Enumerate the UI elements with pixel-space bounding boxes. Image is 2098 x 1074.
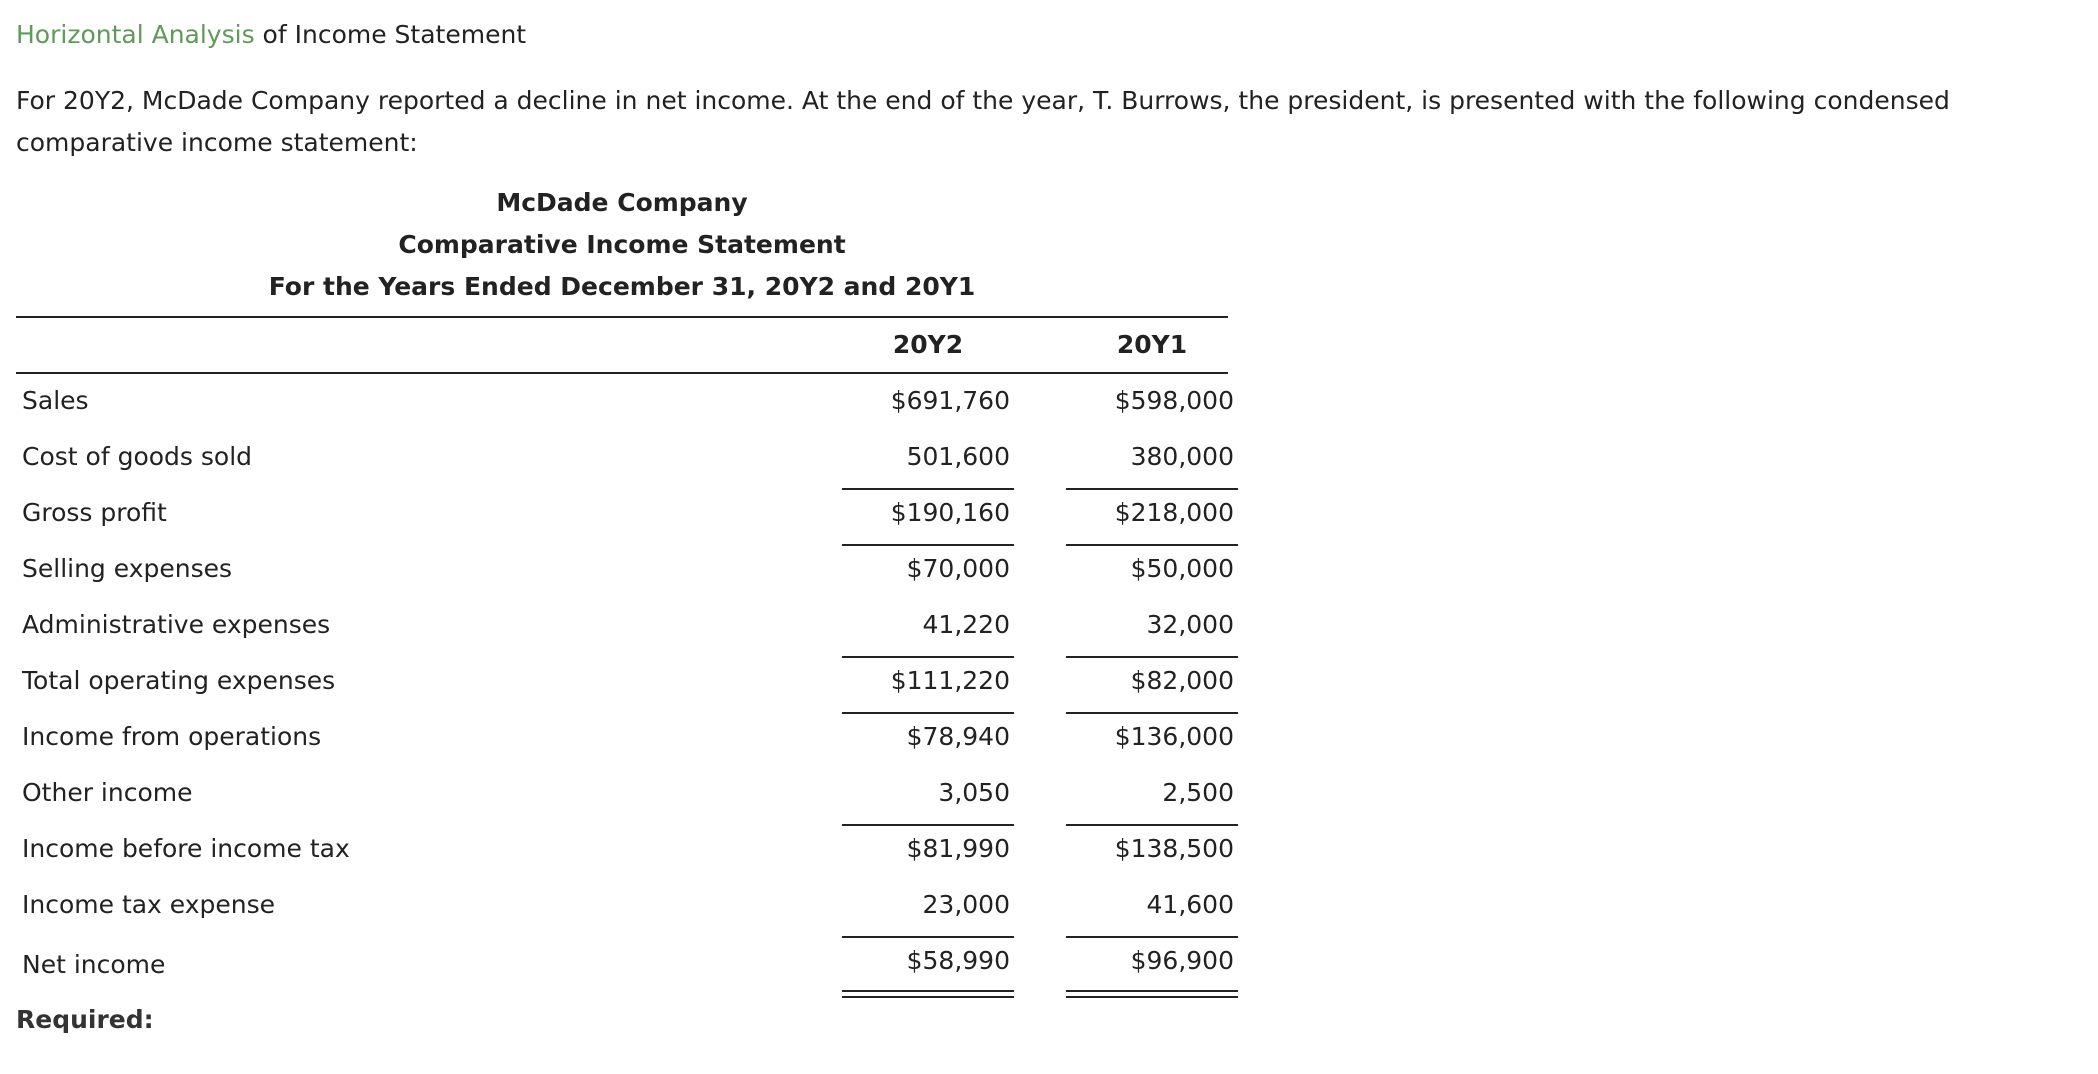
row-sales — [16, 378, 1234, 434]
amount-20y2: $190,160 — [890, 498, 1010, 527]
required-heading: Required: — [16, 1005, 154, 1034]
problem-title-rest: of Income Statement — [254, 20, 527, 49]
row-label: Selling expenses — [22, 554, 233, 583]
row-net-income — [16, 938, 1234, 994]
row-cost-of-goods-sold — [16, 434, 1234, 490]
amount-20y2: $81,990 — [906, 834, 1010, 863]
header-bottom-rule — [16, 372, 1228, 374]
row-label: Total operating expenses — [22, 666, 336, 695]
column-header-20y1: 20Y1 — [1116, 330, 1188, 359]
income-statement-table — [16, 378, 1234, 994]
horizontal-analysis-link[interactable]: Horizontal Analysis — [16, 20, 255, 49]
row-label: Income before income tax — [22, 834, 350, 863]
problem-title — [16, 20, 526, 49]
row-label: Sales — [22, 386, 89, 415]
amount-20y1: $82,000 — [1130, 666, 1234, 695]
row-income-before-income-tax — [16, 826, 1234, 882]
row-administrative-expenses — [16, 602, 1234, 658]
amount-20y2: 3,050 — [938, 778, 1010, 807]
amount-20y2: $111,220 — [890, 666, 1010, 695]
row-label: Administrative expenses — [22, 610, 331, 639]
amount-20y1: 2,500 — [1162, 778, 1234, 807]
row-label: Other income — [22, 778, 193, 807]
amount-20y1: 41,600 — [1146, 890, 1234, 919]
company-name: McDade Company — [496, 188, 748, 217]
amount-20y1: $218,000 — [1114, 498, 1234, 527]
column-header-20y2: 20Y2 — [892, 330, 964, 359]
header-top-rule — [16, 316, 1228, 318]
amount-20y2: $78,940 — [906, 722, 1010, 751]
row-gross-profit — [16, 490, 1234, 546]
row-label: Income from operations — [22, 722, 322, 751]
statement-title: Comparative Income Statement — [398, 230, 846, 259]
row-label: Income tax expense — [22, 890, 276, 919]
row-label: Net income — [22, 950, 166, 979]
amount-20y1: $598,000 — [1114, 386, 1234, 415]
row-selling-expenses — [16, 546, 1234, 602]
amount-20y1: $50,000 — [1130, 554, 1234, 583]
amount-20y1: $96,900 — [1130, 946, 1234, 975]
amount-20y1: $138,500 — [1114, 834, 1234, 863]
row-income-from-operations — [16, 714, 1234, 770]
row-total-operating-expenses — [16, 658, 1234, 714]
row-label: Cost of goods sold — [22, 442, 253, 471]
amount-20y2: $70,000 — [906, 554, 1010, 583]
amount-20y2: $58,990 — [906, 946, 1010, 975]
amount-20y1: 380,000 — [1130, 442, 1234, 471]
problem-intro: For 20Y2, McDade Company reported a decline in net income. At the end of the year, T. Burrows, the president, is presented with the following condensed comparative income statement: — [16, 86, 1950, 157]
amount-20y2: 23,000 — [922, 890, 1010, 919]
row-other-income — [16, 770, 1234, 826]
amount-20y2: 501,600 — [906, 442, 1010, 471]
statement-period: For the Years Ended December 31, 20Y2 and 20Y1 — [268, 272, 976, 301]
amount-20y1: $136,000 — [1114, 722, 1234, 751]
amount-20y2: $691,760 — [890, 386, 1010, 415]
total-double-rule — [1066, 990, 1238, 998]
amount-20y1: 32,000 — [1146, 610, 1234, 639]
row-income-tax-expense — [16, 882, 1234, 938]
row-label: Gross profit — [22, 498, 167, 527]
total-double-rule — [842, 990, 1014, 998]
amount-20y2: 41,220 — [922, 610, 1010, 639]
